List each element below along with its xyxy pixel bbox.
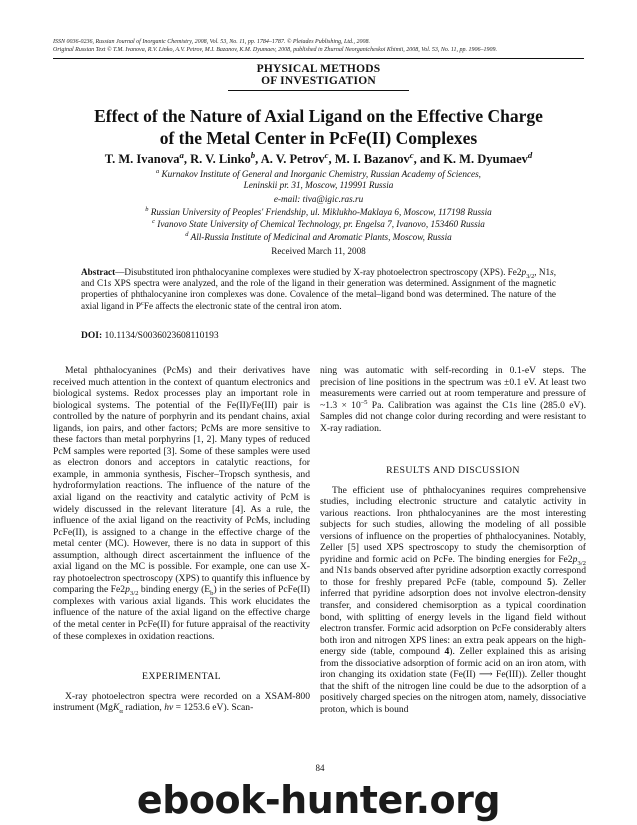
paragraph-text: radiation,	[122, 702, 165, 714]
symbol-k: K	[112, 702, 120, 714]
paragraph-text: line (285.0 eV). Samples did not change color during recording and were resistant to X-ray radiation.	[320, 399, 586, 434]
paragraph-text: ). Zeller inferred that pyridine adsorption does not involve electron-density transfer, and considered chemisorption as a typical coordination bond, with splitting of energy levels in the ligand field without electron transfer. Formic acid adsorption on PcFe considerably alters both iron and nitrogen XPS lines: an extra peak appears on the high-energy side (table, compound	[320, 576, 586, 658]
journal-header-line2: Original Russian Text © T.M. Ivanova, R.V. Linko, A.V. Petrov, M.I. Bazanov, K.M. Dyumaev, 2008, published in Zhurnal Neorganicheskoi Khimii, 2008, Vol. 53, No. 11, pp. 1906–1909.	[53, 47, 497, 53]
affiliation-mark: d	[185, 230, 189, 238]
abstract-text: , N1	[534, 267, 551, 277]
affiliation-text: Kurnakov Institute of General and Inorganic Chemistry, Russian Academy of Sciences,	[161, 169, 481, 179]
author-name: K. M. Dyumaev	[443, 152, 528, 166]
affiliation-a-address: Leninskii pr. 31, Moscow, 119991 Russia	[243, 180, 394, 190]
watermark-logo: ebook-hunter.org	[136, 778, 501, 822]
subscript: b	[210, 590, 214, 598]
affiliation-text: All-Russia Institute of Medicinal and Aromatic Plants, Moscow, Russia	[190, 232, 452, 242]
affiliation-text: Russian University of Peoples' Friendship, ul. Miklukho-Maklaya 6, Moscow, 117198 Russia	[150, 207, 492, 217]
paper-title-line2: of the Metal Center in PcFe(II) Complexes	[159, 128, 478, 148]
author-affiliation-mark: a	[179, 149, 184, 160]
experimental-paragraph	[53, 691, 310, 714]
journal-header	[53, 38, 593, 54]
received-date: Received March 11, 2008	[271, 246, 366, 256]
section-label-rule	[228, 90, 409, 91]
author-name: M. I. Bazanov	[334, 152, 410, 166]
author-name: R. V. Linko	[190, 152, 251, 166]
top-rule	[53, 58, 584, 59]
author-conjunction: and	[419, 152, 441, 166]
left-column-experimental	[53, 671, 310, 714]
intro-paragraph	[53, 365, 310, 642]
section-label-line2: OF INVESTIGATION	[261, 75, 376, 87]
abstract-text: , and C1	[81, 267, 556, 289]
paper-title-line1: Effect of the Nature of Axial Ligand on the Effective Charge	[94, 106, 543, 126]
orbital-s: s	[513, 399, 518, 411]
affiliation-d	[40, 232, 597, 243]
paragraph-text: bands observed after pyridine adsorption exactly correspond to those for freshly prepared PcFe (table, compound	[320, 565, 587, 588]
abstract-label: Abstract	[81, 267, 116, 277]
section-label-line1: PHYSICAL METHODS	[256, 63, 381, 75]
page-number: 84	[315, 763, 325, 773]
paragraph-text: Pa. Calibration was against the C1	[367, 399, 514, 411]
journal-header-line1: ISSN 0036-0236, Russian Journal of Inorganic Chemistry, 2008, Vol. 53, No. 11, pp. 1784–1787. © Pleiades Publishing, Ltd., 2008.	[53, 39, 371, 45]
author-affiliation-mark: c	[324, 149, 329, 160]
results-heading: RESULTS AND DISCUSSION	[386, 465, 520, 476]
experimental-heading: EXPERIMENTAL	[141, 671, 222, 682]
orbital-subscript: 3/2	[129, 590, 139, 598]
orbital-subscript: 3/2	[577, 559, 586, 567]
affiliation-mark: a	[156, 167, 160, 175]
symbol-hv: hν	[164, 702, 174, 714]
affiliation-c	[40, 219, 597, 230]
abstract-text: —Disubstituted iron phthalocyanine complexes were studied by X-ray photoelectron spectroscopy (XPS). Fe2	[115, 267, 522, 277]
paragraph-text: = 1253.6 eV). Scan-	[173, 702, 254, 714]
results-paragraph	[320, 485, 586, 716]
left-column-intro	[53, 365, 310, 642]
affiliation-b	[40, 207, 597, 218]
paragraph-text: ). Zeller explained this as arising from the dissociative adsorption of formic acid on an iron atom, with iron changing its oxidation state (Fe(II)	[320, 646, 587, 681]
paragraph-text: Metal phthalocyanines (PcMs) and their derivatives have received much attention in the context of quantum electronics and biological systems. Redox processes play an important role in biological systems. The potential of the Fe(II)/Fe(III) pair is controlled by the nature of porphyrin and its pendant chains, axial ligands, ion pairs, and other factors; PcMs are more sensitive to these factors than metal porphyrins [1, 2]. Many types of reduced PcM samples were reported [3]. Some of these samples were used as electron donors and acceptors in catalytic reactions, for example, in ammonia synthesis, Fischer–Tropsch synthesis, and hydroformylation reactions. The influence of the nature of the axial ligand on the reactivity and catalytic activity of PcM is widely discussed in the relevant literature [4]. As a rule, the influence of the axial ligand on the reactivity of PcMs, including PcFe(II), is assigned to a change in the effective charge of the metal center (MC). However, there is no data in support of this assumption, although direct ascertainment the influence of the axial ligand on the MC is possible. For example, one can use X-ray photoelectron spectroscopy (XPS) to quantify this influence by comparing the Fe2	[53, 365, 310, 596]
paragraph-text: ) in the series of PcFe(II) complexes with various axial ligands. This work elucidates the influence of the nature of the axial ligand on the effective charge of the metal center in PcFe(II) for future appraisal of the reactivity of these complexes in oxidation reactions.	[53, 584, 310, 642]
affiliation-mark: b	[145, 205, 149, 213]
affiliation-email[interactable]: e-mail: tiva@igic.ras.ru	[273, 194, 364, 204]
orbital-s: s	[348, 565, 352, 577]
continuation-paragraph	[320, 365, 586, 434]
compound-number: 4	[444, 646, 450, 658]
paragraph-text: The efficient use of phthalocyanines requires comprehensive studies, including electronic structure and catalytic activity in various reactions. Iron phthalocyanines are the most interesting subjects for such studies, allowing the modeling of all possible versions of influence on the properties of phthalocyanines. Notably, Zeller [5] used XPS spectroscopy to study the chemisorption of pyridine and formic acid on PcFe. The binding energies for Fe2	[320, 484, 586, 565]
abstract-text: XPS spectra were analyzed, and the role of the ligand in their generation was determined. Assignment of the magnetic properties of phthalocyanine iron complexes was done. Covalence of the metal–ligand bond was determined. The nature of the axial ligand in P	[81, 278, 556, 311]
superscript: –5	[360, 398, 368, 406]
affiliation-mark: c	[152, 217, 155, 225]
paragraph-text: and N1	[320, 565, 348, 577]
subscript: α	[119, 708, 123, 715]
author-affiliation-mark: c	[409, 149, 414, 160]
abstract	[81, 267, 556, 312]
superscript: c	[140, 299, 144, 307]
author-affiliation-mark: d	[527, 149, 533, 160]
orbital-p: p	[521, 267, 527, 277]
author-list: T. M. Ivanova$^a$, R. V. Linko$^b$, A. V. Petrov$^c$, M. I. Bazanov$^c$, and K. M. Dyumaev$^d$	[104, 149, 533, 166]
author-name: T. M. Ivanova	[104, 152, 180, 166]
paragraph-text: X-ray photoelectron spectra were recorded on a XSAM-800 instrument (Mg	[53, 690, 310, 714]
doi-link[interactable]: 10.1134/S0036023608110193	[104, 331, 219, 341]
affiliation-text: Ivanovo State University of Chemical Technology, pr. Engelsa 7, Ivanovo, 153460 Russia	[157, 219, 485, 229]
paragraph-text: ning was automatic with self-recording in 0.1-eV steps. The precision of line positions in the spectrum was ±0.1 eV. At least two measurements were carried out at room temperature and pressure of ~1.3 × 10	[320, 365, 586, 411]
reaction-arrow: ⟶	[478, 669, 493, 681]
orbital-p: p	[125, 584, 130, 596]
orbital-s: s	[107, 278, 112, 289]
doi	[81, 331, 556, 342]
right-column-results	[320, 465, 586, 715]
paper-title	[40, 105, 597, 149]
orbital-p: p	[572, 553, 578, 565]
doi-label: DOI:	[81, 331, 103, 341]
affiliation-a	[40, 169, 597, 180]
section-label	[0, 63, 637, 87]
orbital-s: s	[550, 267, 554, 277]
compound-number: 5	[547, 576, 552, 588]
right-column-continuation	[320, 365, 586, 434]
paragraph-text: binding energy (E	[138, 584, 211, 596]
orbital-subscript: 3/2	[526, 272, 535, 280]
paragraph-text: Fe(III)). Zeller thought that the shift of the nitrogen line could be due to the adsorption of a positively charged species on the nitrogen atom, namely, dissociative proton, which is bound	[320, 669, 586, 715]
author-affiliation-mark: b	[250, 149, 256, 160]
author-name: A. V. Petrov	[260, 152, 325, 166]
abstract-text: Fe affects the electronic state of the central iron atom.	[143, 300, 342, 311]
